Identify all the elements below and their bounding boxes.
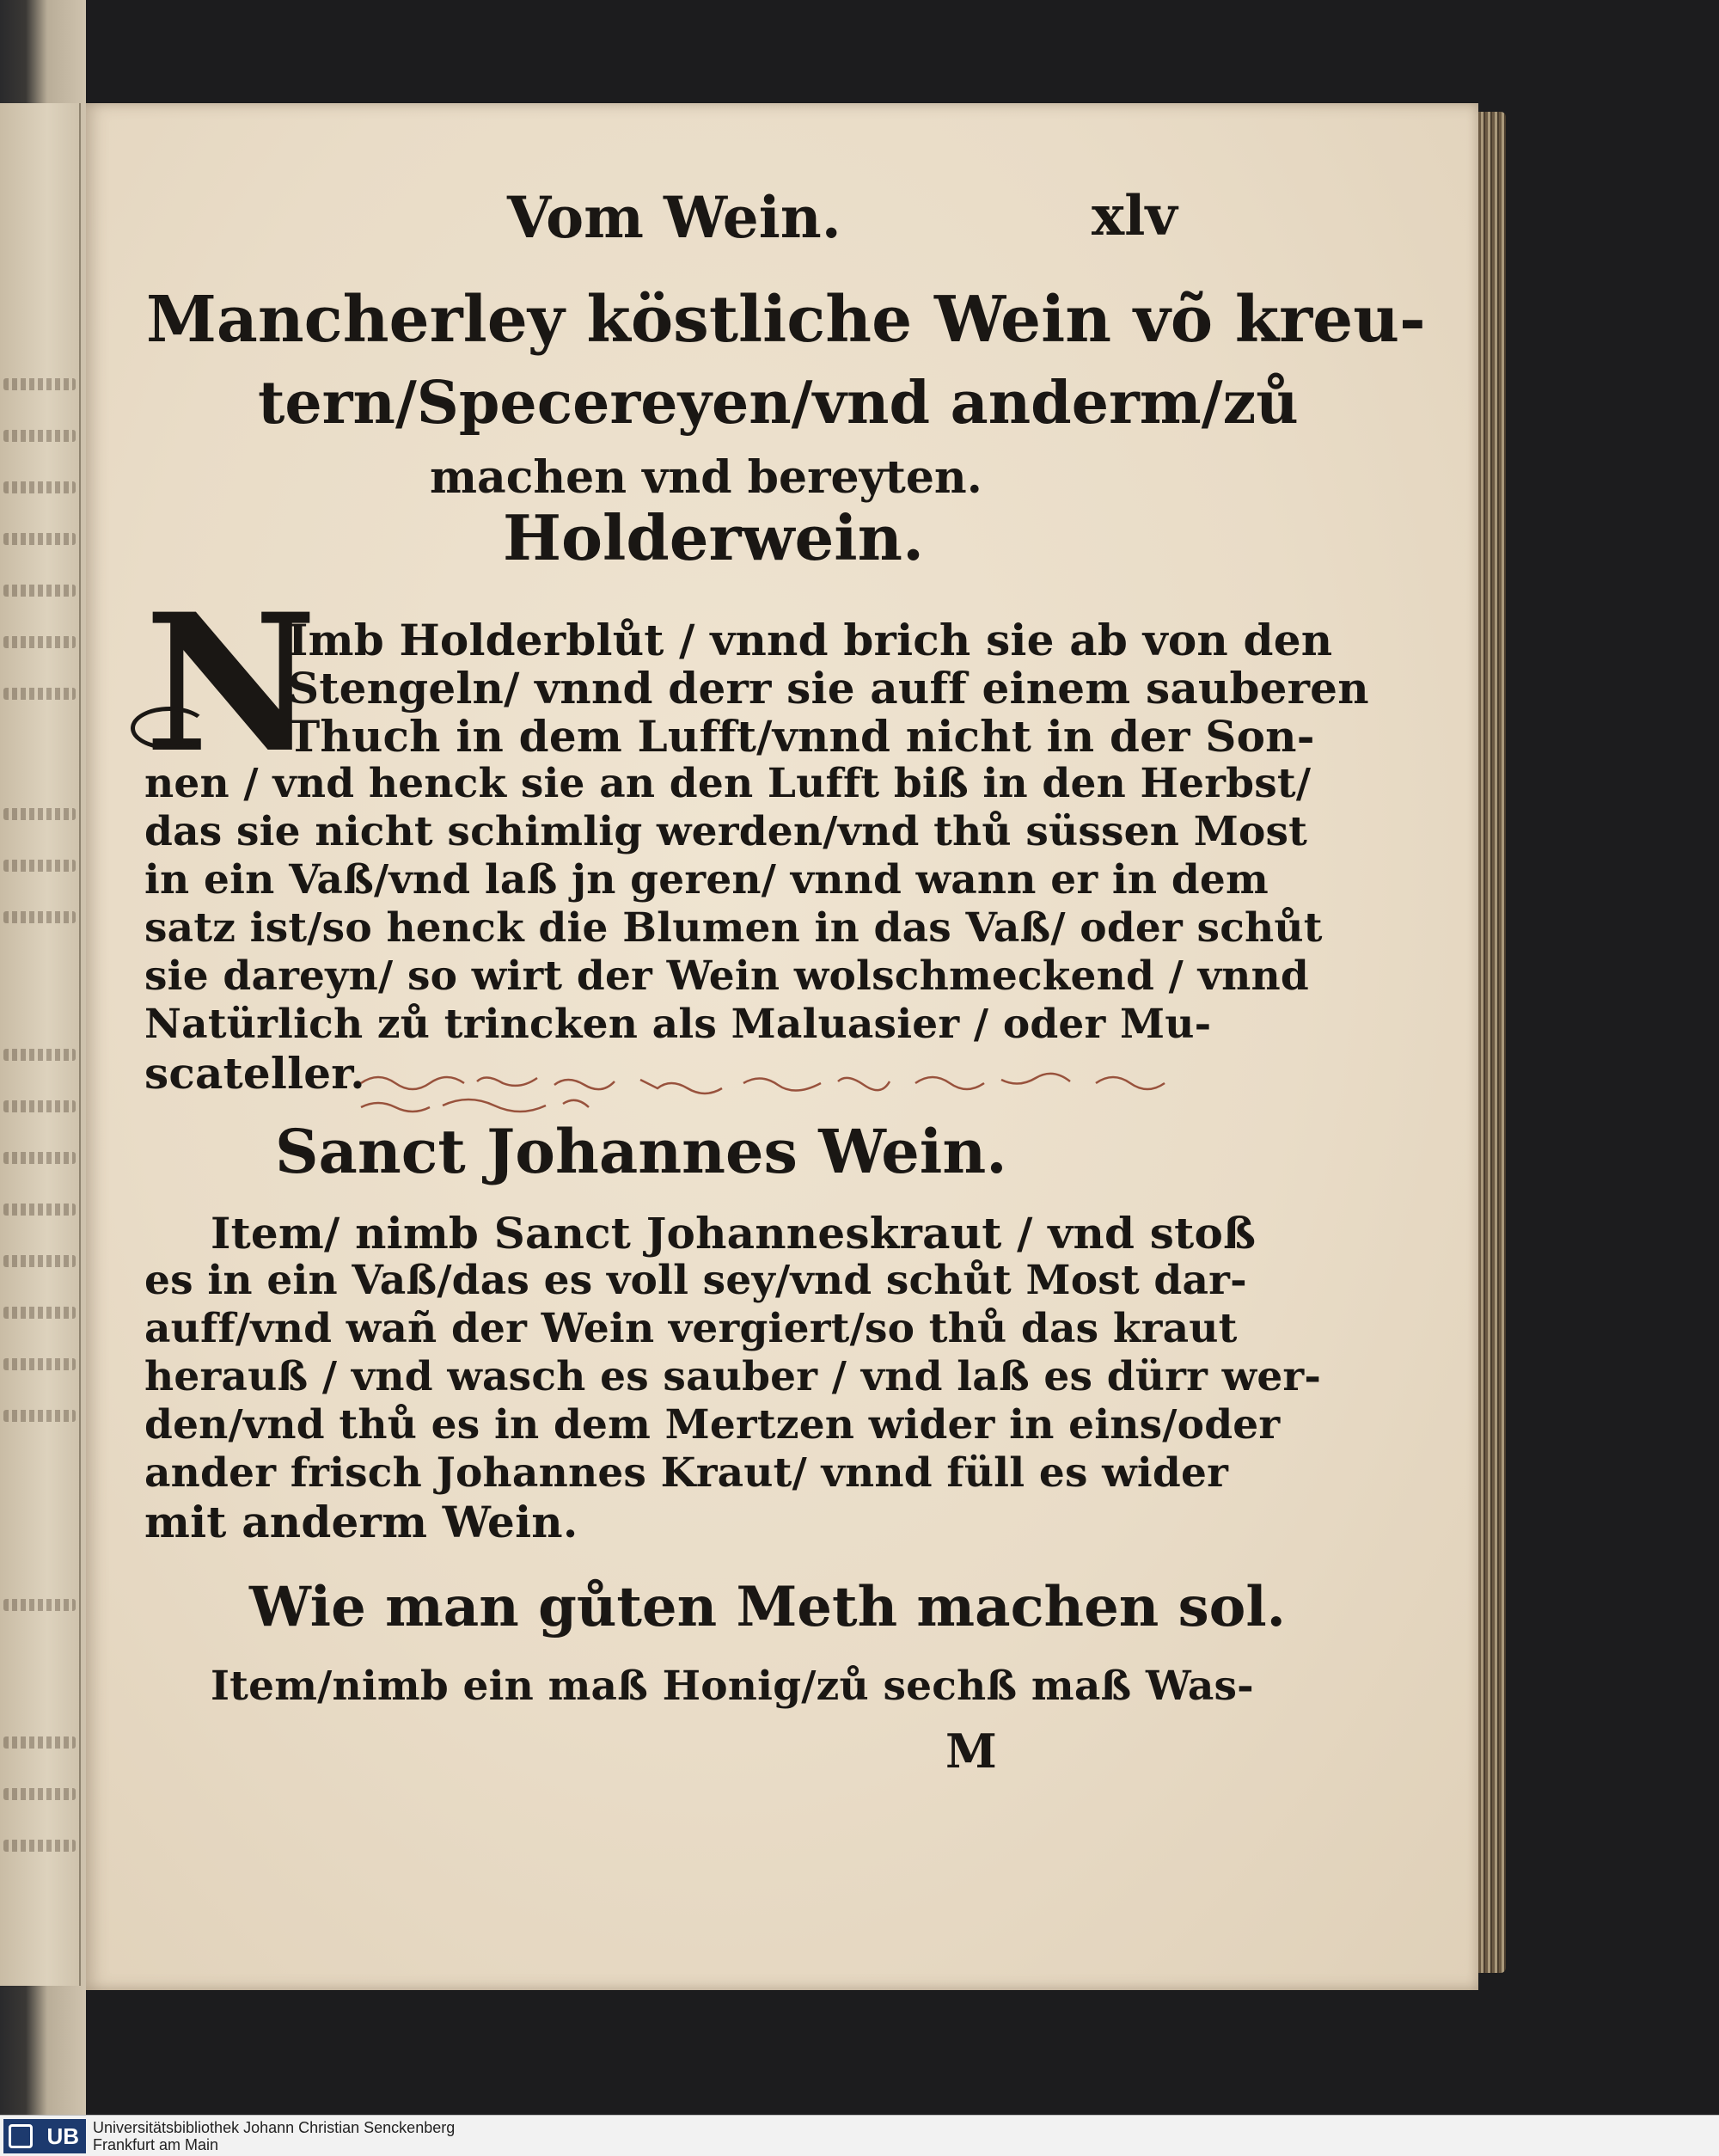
drop-capital: N — [144, 572, 318, 794]
catchword: M — [945, 1724, 997, 1779]
body-line: satz ist/so henck die Blumen in das Vaß/ oder schůt — [144, 904, 1323, 952]
ghost-text-line — [3, 1736, 76, 1749]
body-line: es in ein Vaß/das es voll sey/vnd schůt Most dar- — [144, 1257, 1247, 1304]
body-line: ander frisch Johannes Kraut/ vnnd füll es wider — [144, 1449, 1229, 1497]
body-line: Item/nimb ein maß Honig/zů sechß maß Was- — [211, 1663, 1254, 1710]
ghost-text-line — [3, 1255, 76, 1267]
institution-city: Frankfurt am Main — [93, 2136, 219, 2153]
book-page — [86, 103, 1478, 1990]
body-line: scateller. — [144, 1048, 365, 1099]
body-line: Imb Holderblůt / vnnd brich sie ab von den — [288, 615, 1333, 665]
heading-line: Mancherley köstliche Wein võ kreu- — [146, 283, 1426, 357]
body-line: Stengeln/ vnnd derr sie auff einem sauberen — [288, 663, 1369, 714]
ghost-text-line — [3, 1788, 76, 1800]
body-line: nen / vnd henck sie an den Lufft biß in den Herbst/ — [144, 760, 1312, 807]
running-title: Vom Wein. — [507, 184, 841, 251]
body-line: Thuch in dem Lufft/vnnd nicht in der Son- — [288, 711, 1315, 762]
ghost-text-line — [3, 585, 76, 597]
body-line: Natürlich zů trincken als Maluasier / oder Mu- — [144, 1001, 1212, 1048]
ghost-text-line — [3, 1410, 76, 1422]
heading-line: machen vnd bereyten. — [430, 451, 982, 504]
ghost-text-line — [3, 1049, 76, 1061]
ghost-text-line — [3, 911, 76, 923]
institution-credit — [93, 2119, 455, 2153]
logo-mark-icon — [9, 2124, 33, 2148]
ghost-text-line — [3, 860, 76, 872]
body-line: auff/vnd wañ der Wein vergiert/so thů das kraut — [144, 1305, 1238, 1352]
ghost-text-line — [3, 1358, 76, 1370]
annotation-scribble — [357, 1066, 1259, 1118]
previous-page-edge — [0, 103, 81, 1986]
ghost-text-line — [3, 1599, 76, 1611]
handwritten-annotation — [357, 1066, 1259, 1118]
body-line: das sie nicht schimlig werden/vnd thů süssen Most — [144, 808, 1308, 855]
ghost-text-line — [3, 636, 76, 648]
page-fore-edge — [1478, 112, 1506, 1973]
ghost-text-line — [3, 1152, 76, 1164]
body-line: in ein Vaß/vnd laß jn geren/ vnnd wann er in dem — [144, 856, 1269, 903]
institution-name: Universitätsbibliothek Johann Christian Senckenberg — [93, 2119, 456, 2136]
library-logo — [3, 2119, 86, 2153]
ghost-text-line — [3, 1307, 76, 1319]
body-line: sie dareyn/ so wirt der Wein wolschmeckend / vnnd — [144, 952, 1309, 1000]
page-text — [86, 103, 1478, 1990]
logo-text: UB — [46, 2123, 79, 2149]
folio-number: xlv — [1092, 184, 1178, 248]
ghost-text-line — [3, 481, 76, 493]
body-line: herauß / vnd wasch es sauber / vnd laß es dürr wer- — [144, 1353, 1322, 1400]
ghost-text-line — [3, 1840, 76, 1852]
ghost-text-line — [3, 430, 76, 442]
drop-capital-flourish — [131, 707, 208, 750]
body-line: Item/ nimb Sanct Johanneskraut / vnd stoß — [211, 1208, 1257, 1259]
ghost-text-line — [3, 808, 76, 820]
ghost-text-line — [3, 1100, 76, 1112]
ghost-text-line — [3, 688, 76, 700]
ghost-text-line — [3, 378, 76, 390]
ghost-text-line — [3, 533, 76, 545]
footer-bar — [0, 2115, 1719, 2156]
heading-line: tern/Specereyen/vnd anderm/zů — [258, 369, 1299, 438]
body-line: mit anderm Wein. — [144, 1497, 578, 1547]
section-title-johannes: Sanct Johannes Wein. — [275, 1116, 1007, 1187]
section-title-meth: Wie man gůten Meth machen sol. — [249, 1575, 1286, 1639]
body-line: den/vnd thů es in dem Mertzen wider in eins/oder — [144, 1401, 1281, 1449]
section-title-holderwein: Holderwein. — [503, 501, 925, 574]
ghost-text-line — [3, 1204, 76, 1216]
